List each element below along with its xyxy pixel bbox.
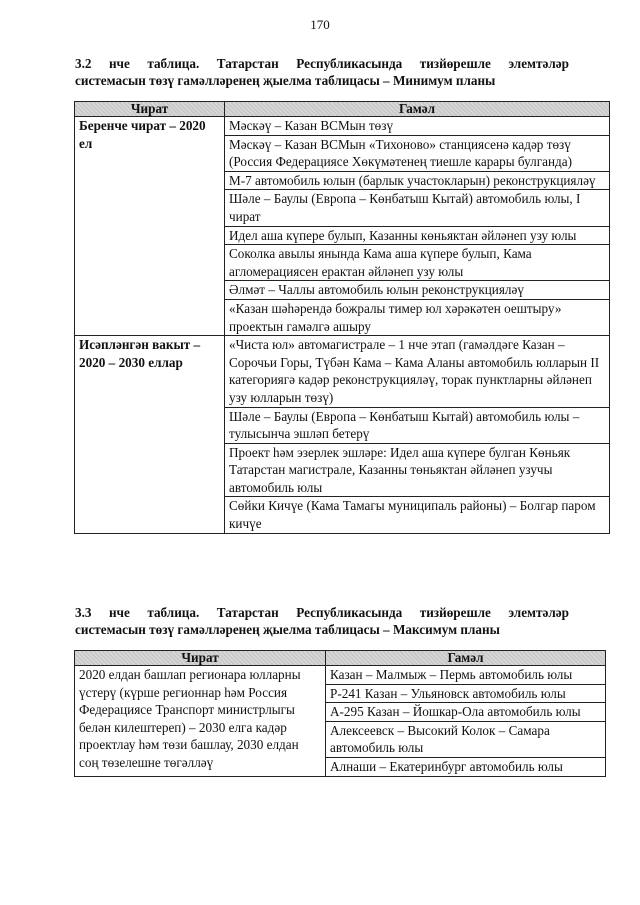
caption-word: элемтәләр (508, 605, 569, 620)
caption-word: Республикасында (296, 56, 403, 71)
caption-word: Республикасында (296, 605, 403, 620)
action-cell: Р-241 Казан – Ульяновск автомобиль юлы (326, 684, 606, 703)
action-cell: Алнаши – Екатеринбург автомобиль юлы (326, 757, 606, 776)
action-cell: Мәскәү – Казан ВСМын «Тихоново» станциясенә кадәр төзү (Россия Федерациясе Хөкүмәтенең тиешле карары булганда) (225, 135, 610, 171)
stage-cell: Исәпләнгән вакыт – 2020 – 2030 еллар (75, 336, 225, 534)
caption-word: нче (108, 56, 130, 71)
action-cell: Сөйки Кичүе (Кама Тамагы муниципаль районы) – Болгар паром кичүе (225, 497, 610, 533)
action-cell: «Чиста юл» автомагистрале – 1 нче этап (гамәлдәге Казан – Сорочьи Горы, Түбән Кама – Кама Аланы автомобиль юлларын II категориягә кадәр реконструкцияләү, торак пунктларны әйләнеп узу юлларын төзү) (225, 336, 610, 407)
table-row (75, 666, 606, 685)
action-cell: М-7 автомобиль юлын (барлык участокларын) реконструкцияләү (225, 171, 610, 190)
caption-word: нче (108, 605, 130, 620)
caption-word: тизйөрешле (419, 56, 491, 71)
table-row (75, 336, 610, 407)
action-cell: «Казан шәһәрендә божралы тимер юл хәрәкәтен оештыру» проектын гамәлгә ашыру (225, 299, 610, 335)
action-cell: Мәскәү – Казан ВСМын төзү (225, 117, 610, 136)
table-header-row (75, 651, 606, 666)
table2-caption-line2: системасын төзү гамәлләренең җыелма таблицасы – Максимум планы (75, 622, 500, 637)
maximum-plan-table (74, 650, 606, 777)
caption-word: Татарстан (216, 605, 279, 620)
action-cell: Идел аша күпере булып, Казанны көньяктан әйләнеп узу юлы (225, 226, 610, 245)
action-cell: А-295 Казан – Йошкар-Ола автомобиль юлы (326, 703, 606, 722)
action-cell: Казан – Малмыж – Пермь автомобиль юлы (326, 666, 606, 685)
caption-word: Татарстан (216, 56, 279, 71)
minimum-plan-table (74, 101, 610, 534)
page-number: 170 (310, 17, 330, 32)
action-cell: Соколка авылы янында Кама аша күпере булып, Кама агломерациясен ерактан әйләнеп узу юлы (225, 245, 610, 281)
table1-caption-line1 (75, 55, 569, 72)
table-header-row (75, 102, 610, 117)
action-cell: Әлмәт – Чаллы автомобиль юлын реконструкцияләү (225, 281, 610, 300)
table2-caption-line1 (75, 604, 569, 621)
caption-word: таблица. (147, 56, 200, 71)
action-cell: Алексеевск – Высокий Колок – Самара автомобиль юлы (326, 721, 606, 757)
header-action: Гамәл (326, 651, 606, 666)
table-row (75, 117, 610, 136)
table1-caption (75, 55, 569, 89)
action-cell: Шәле – Баулы (Европа – Көнбатыш Кытай) автомобиль юлы, I чират (225, 190, 610, 226)
table1-caption-line2: системасын төзү гамәлләренең җыелма таблицасы – Минимум планы (75, 73, 496, 88)
stage-cell: 2020 елдан башлап регионара юлларны үстерү (күрше регионнар һәм Россия Федерациясе Транспорт министрлыгы белән килештереп) – 2030 елга кадәр проектлау һәм төзи башлау, 2030 елдан соң төзелешне төгәлләү (75, 666, 326, 777)
caption-word: 3.2 (75, 56, 92, 71)
caption-word: таблица. (147, 605, 200, 620)
action-cell: Проект һәм эзерлек эшләре: Идел аша күпере булган Көньяк Татарстан магистрале, Казанны төньяктан әйләнеп узучы автомобиль юлы (225, 443, 610, 497)
action-cell: Шәле – Баулы (Европа – Көнбатыш Кытай) автомобиль юлы – тулысынча эшләп бетерү (225, 407, 610, 443)
stage-cell: Беренче чират – 2020 ел (75, 117, 225, 336)
caption-word: тизйөрешле (419, 605, 491, 620)
header-stage: Чират (75, 651, 326, 666)
table2-caption (75, 604, 569, 638)
caption-word: 3.3 (75, 605, 92, 620)
caption-word: элемтәләр (508, 56, 569, 71)
header-stage: Чират (75, 102, 225, 117)
header-action: Гамәл (225, 102, 610, 117)
